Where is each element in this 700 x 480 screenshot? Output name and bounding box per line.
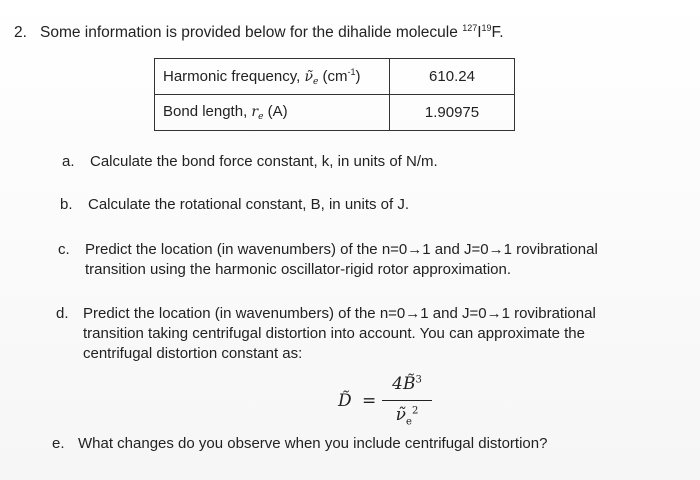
element-iodine: I	[477, 24, 482, 41]
molecule-data-table	[154, 58, 515, 131]
part-b	[60, 195, 660, 215]
part-c	[58, 240, 678, 280]
formula-lhs: D̃	[338, 391, 352, 411]
bond-length-label: Bond length, $r_e$ (A)	[155, 95, 390, 131]
r-symbol: r	[251, 104, 259, 120]
part-c-line1: Predict the location (in wavenumbers) of the n=0→1 and J=0→1 rovibrational	[85, 241, 598, 258]
question-header	[14, 18, 694, 43]
formula-denominator: $\nũ_e^2$	[395, 405, 419, 428]
isotope-iodine: 127	[462, 23, 478, 33]
part-letter: a.	[62, 153, 75, 170]
fraction-bar	[382, 400, 432, 401]
part-e-text: What changes do you observe when you include centrifugal distortion?	[78, 435, 548, 452]
harmonic-frequency-value: 610.24	[390, 59, 515, 95]
part-d-line2: transition taking centrifugal distortion into account. You can approximate the	[83, 325, 585, 342]
part-d-line3: centrifugal distortion constant as:	[83, 345, 303, 362]
part-a	[62, 152, 662, 172]
part-d-line1: Predict the location (in wavenumbers) of the n=0→1 and J=0→1 rovibrational	[83, 305, 596, 322]
part-a-text: Calculate the bond force constant, k, in units of N/m.	[90, 153, 438, 170]
part-letter: e.	[52, 435, 65, 452]
part-letter: c.	[58, 241, 70, 258]
part-letter: b.	[60, 196, 73, 213]
element-fluorine: F.	[491, 24, 504, 41]
bond-length-value: 1.90975	[390, 95, 515, 131]
molecule-formula	[462, 24, 503, 41]
part-c-line2: transition using the harmonic oscillator-rigid rotor approximation.	[85, 261, 512, 278]
part-letter: d.	[56, 305, 69, 322]
question-text: Some information is provided below for the dihalide molecule	[40, 24, 458, 41]
table-row	[155, 59, 515, 95]
nu-tilde-symbol: ν̃	[304, 68, 313, 85]
question-number: 2.	[14, 24, 27, 41]
part-d	[56, 304, 686, 364]
formula-equals: =	[362, 391, 377, 411]
isotope-fluorine: 19	[481, 23, 492, 33]
formula-numerator: 4B̃$^3$	[392, 374, 422, 394]
part-e	[52, 434, 692, 454]
harmonic-frequency-label: Harmonic frequency, $\nũ_e$ $(cm^{-1})$	[155, 59, 390, 95]
table-row	[155, 95, 515, 131]
part-b-text: Calculate the rotational constant, B, in units of J.	[88, 196, 410, 213]
centrifugal-distortion-formula	[338, 374, 438, 432]
